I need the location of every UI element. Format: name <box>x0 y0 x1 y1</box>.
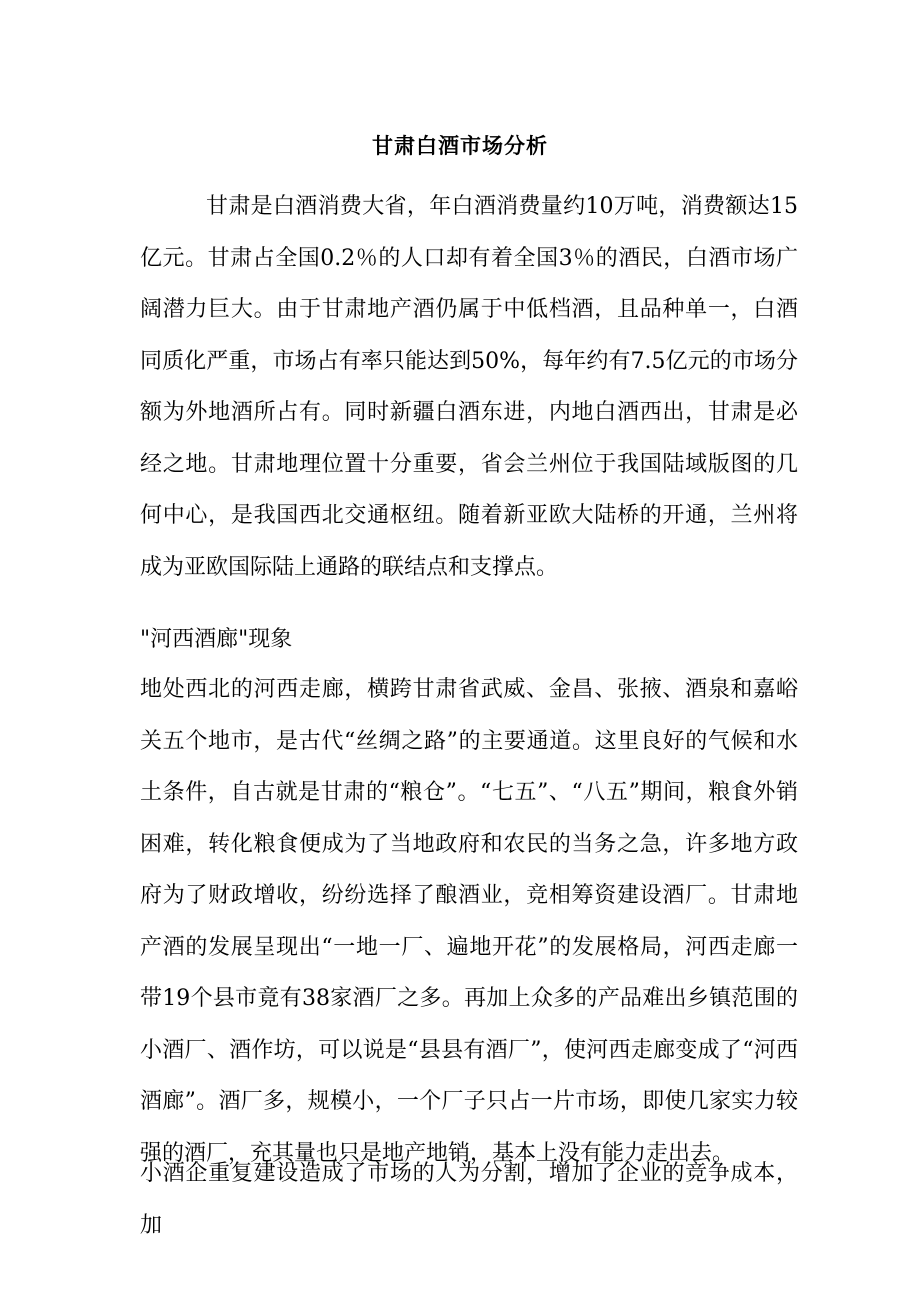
document-title: 甘肃白酒市场分析 <box>372 133 548 158</box>
continuation-paragraph: 小酒企重复建设造成了市场的人为分割，增加了企业的竞争成本，加 <box>140 1161 798 1238</box>
intro-paragraph: 甘肃是白酒消费大省，年白酒消费量约10万吨，消费额达15亿元。甘肃占全国0.2％的人口却有着全国3％的酒民，白酒市场广阔潜力巨大。由于甘肃地产酒仍属于中低档酒，且品种单一，白酒同质化严重，市场占有率只能达到50%，每年约有7.5亿元的市场分额为外地酒所占有。同时新疆白酒东进，内地白酒西出，甘肃是必经之地。甘肃地理位置十分重要，省会兰州位于我国陆域版图的几何中心，是我国西北交通枢纽。随着新亚欧大陆桥的开通，兰州将成为亚欧国际陆上通路的联结点和支撑点。 <box>140 194 798 580</box>
section-heading: "河西酒廊"现象 <box>140 627 293 652</box>
hexi-paragraph: 地处西北的河西走廊，横跨甘肃省武威、金昌、张掖、酒泉和嘉峪关五个地市，是古代“丝绸之路”的主要通道。这里良好的气候和水土条件，自古就是甘肃的“粮仓”。“七五”、“八五”期间，粮食外销困难，转化粮食便成为了当地政府和农民的当务之急，许多地方政府为了财政增收，纷纷选择了酿酒业，竞相筹资建设酒厂。甘肃地产酒的发展呈现出“一地一厂、遍地开花”的发展格局，河西走廊一带19个县市竟有38家酒厂之多。再加上众多的产品难出乡镇范围的小酒厂、酒作坊，可以说是“县县有酒厂”，使河西走廊变成了“河西酒廊”。酒厂多，规模小，一个厂子只占一片市场，即使几家实力较强的酒厂，充其量也只是地产地销，基本上没有能力走出去。 <box>140 677 799 1166</box>
